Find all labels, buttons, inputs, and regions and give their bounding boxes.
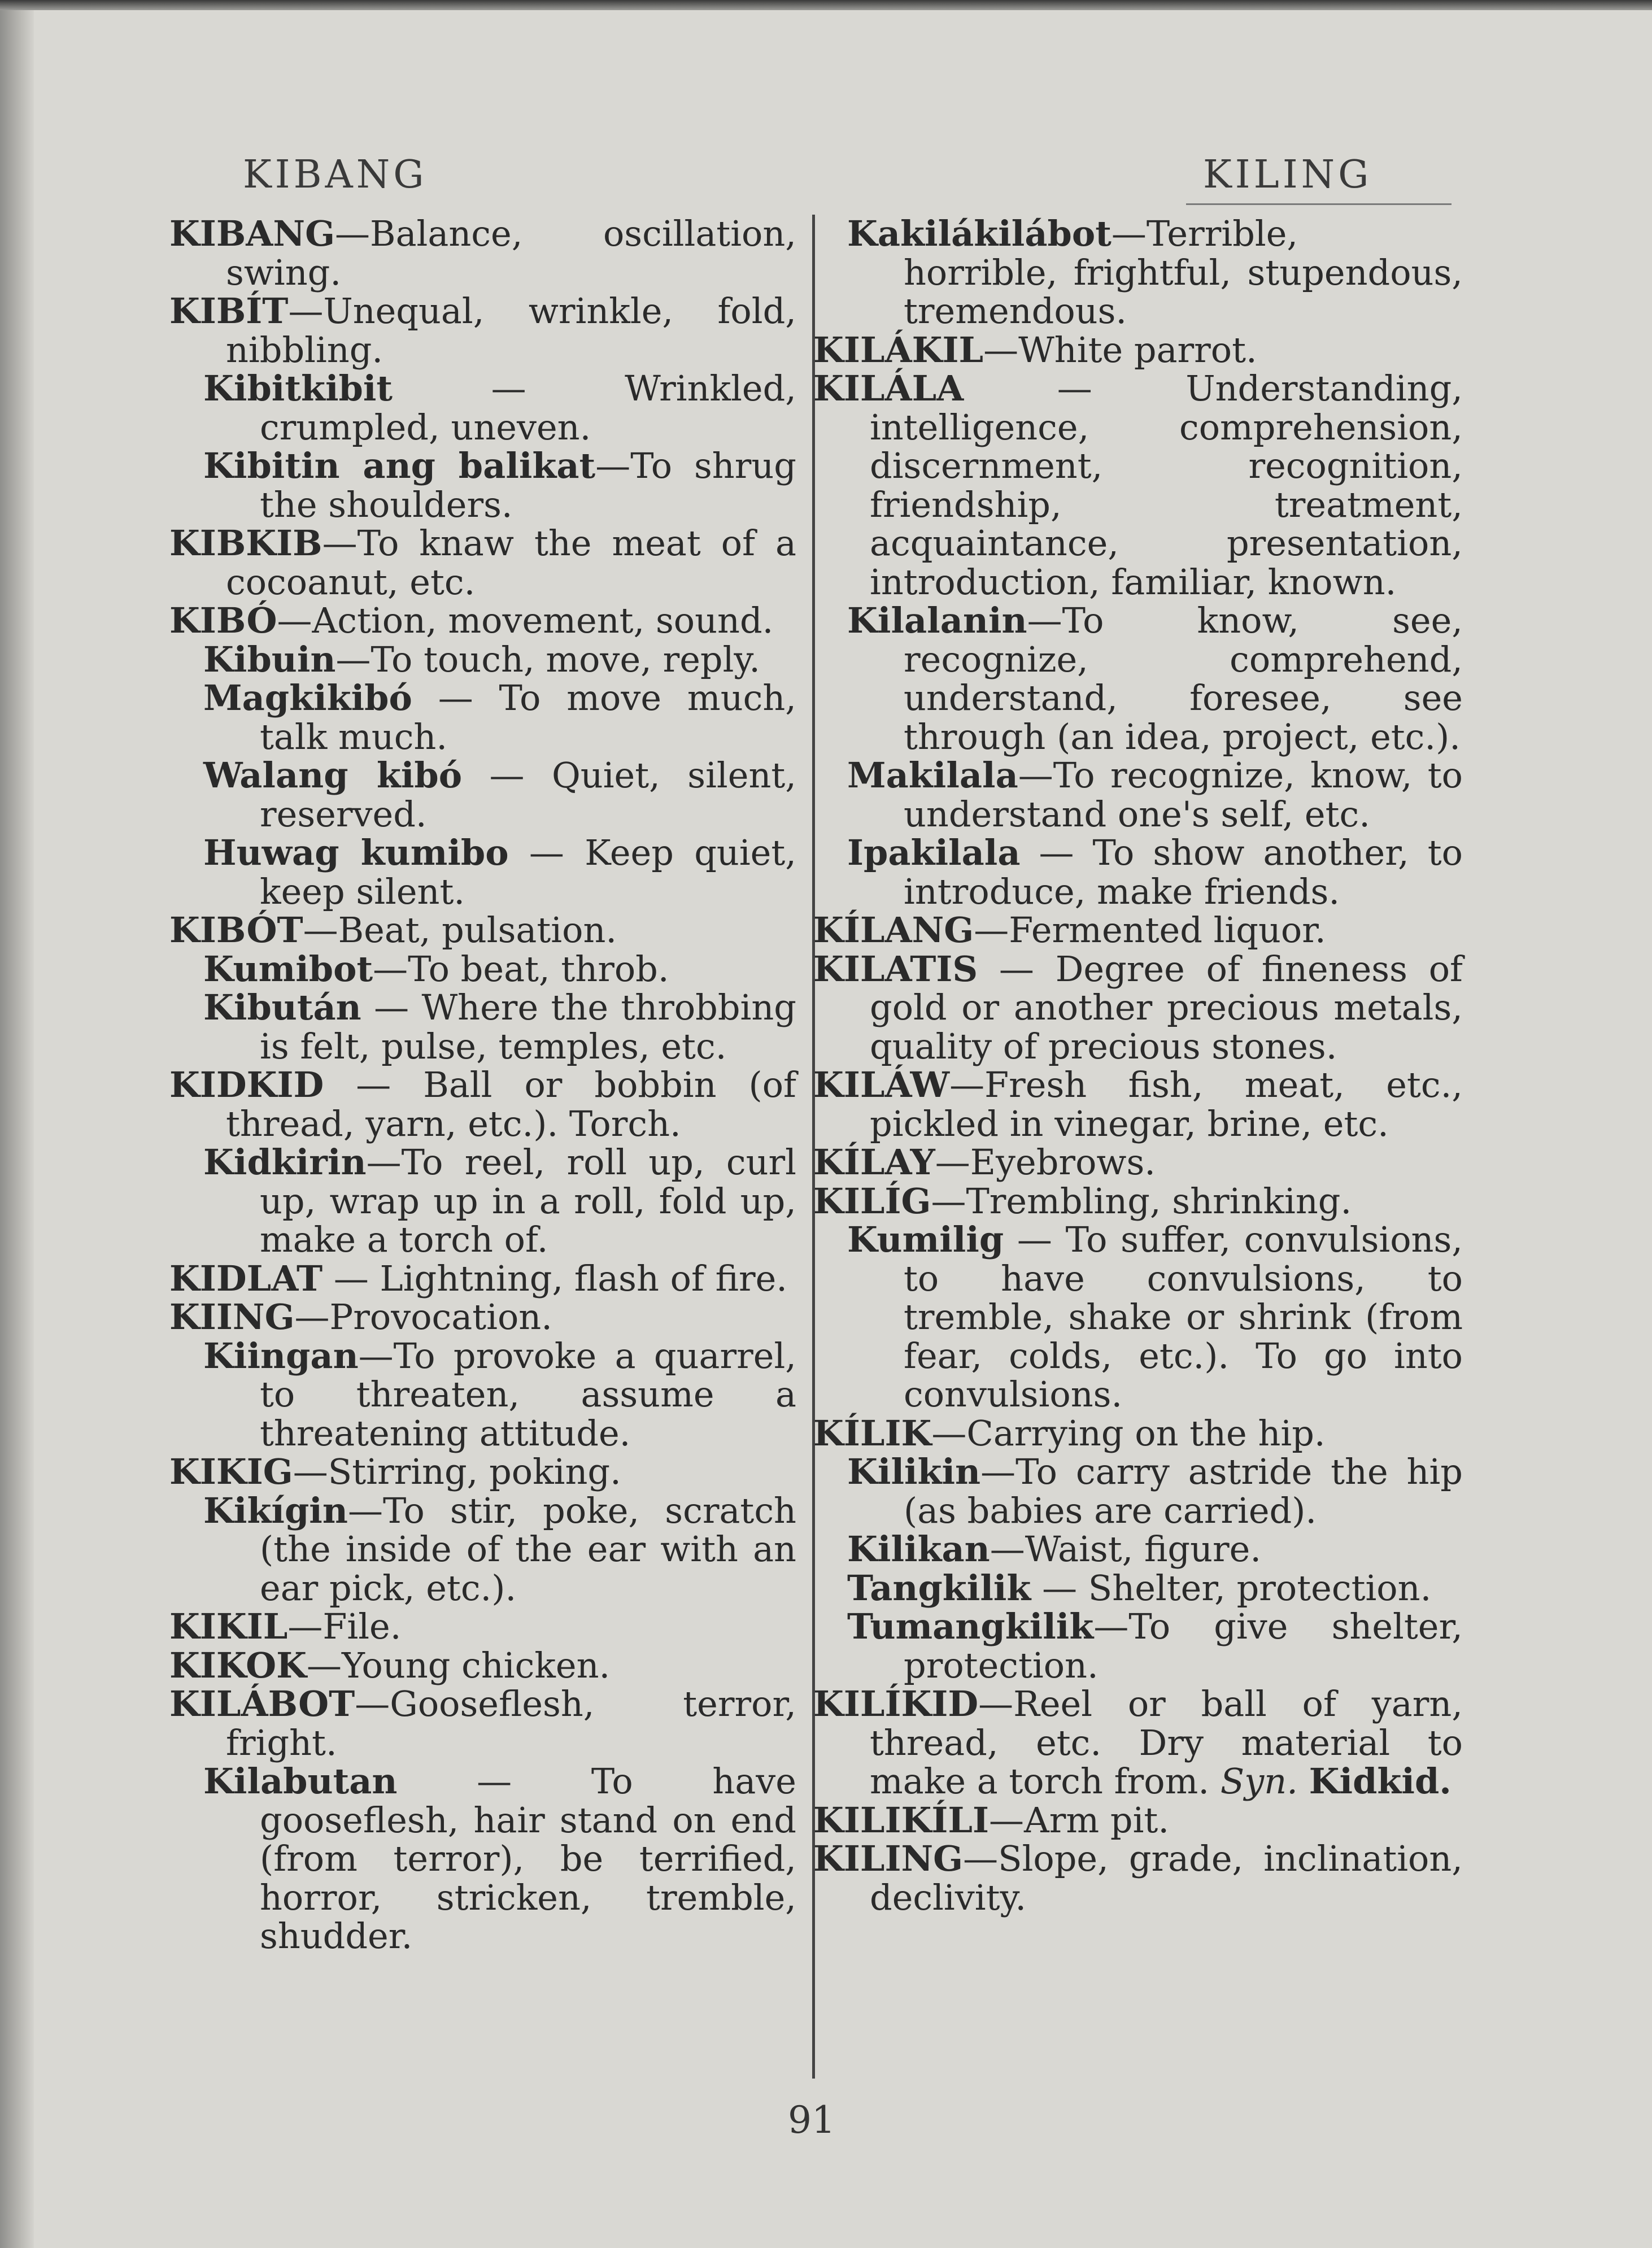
entry-definition: —Beat, pulsation. — [303, 909, 617, 951]
entry-definition: — Wrinkled, crumpled, uneven. — [260, 368, 796, 448]
entry-headword: KIDLAT — [169, 1257, 323, 1299]
entry-headword: KIKIG — [169, 1451, 293, 1492]
entry-headword: Walang kibó — [203, 755, 463, 796]
dictionary-entry — [813, 331, 1463, 370]
dictionary-entry — [169, 602, 796, 641]
dictionary-entry — [169, 1066, 796, 1143]
entry-headword: Kilikan — [847, 1528, 990, 1570]
dictionary-entry — [169, 1453, 796, 1492]
entry-definition: —Slope, grade, inclination, declivity. — [870, 1838, 1463, 1918]
dictionary-entry — [169, 524, 796, 602]
entry-definition: — Quiet, silent, reserved. — [260, 755, 796, 835]
entry-headword: KIKOK — [169, 1644, 307, 1686]
dictionary-entry — [813, 1143, 1463, 1182]
entry-headword: KIKIL — [169, 1606, 288, 1647]
entry-headword: Kibután — [203, 987, 361, 1028]
entry-definition: —To give shelter, protection. — [904, 1606, 1463, 1686]
dictionary-entry — [813, 1182, 1463, 1221]
entry-definition: —Fresh fish, meat, etc., pickled in vinegar, brine, etc. — [870, 1064, 1463, 1144]
entry-definition: —To shrug the shoulders. — [260, 445, 796, 525]
dictionary-entry — [169, 1607, 796, 1646]
sub-entry — [813, 1221, 1463, 1414]
entry-headword: KILÁW — [813, 1064, 950, 1105]
entry-definition: —Eyebrows. — [935, 1142, 1156, 1183]
page-number: 91 — [788, 2098, 835, 2142]
sub-entry — [169, 1762, 796, 1956]
entry-definition: —Stirring, poking. — [293, 1451, 621, 1492]
dictionary-entry — [169, 911, 796, 950]
entry-definition: — Degree of fineness of gold or another precious metals, quality of precious stones. — [870, 948, 1463, 1067]
right-column — [813, 215, 1463, 1917]
entry-headword: KILÍG — [813, 1180, 931, 1222]
entry-headword: KIBÍT — [169, 290, 289, 332]
dictionary-entry — [813, 369, 1463, 602]
dictionary-entry — [813, 1414, 1463, 1453]
sub-entry — [169, 988, 796, 1066]
entry-definition: —Carrying on the hip. — [931, 1412, 1326, 1454]
entry-headword: KILING — [813, 1838, 964, 1879]
entry-definition: —Action, movement, sound. — [277, 600, 774, 641]
entry-headword: Kikígin — [203, 1489, 348, 1531]
running-head-left: KIBANG — [243, 153, 428, 197]
entry-headword: Ipakilala — [847, 832, 1021, 873]
running-head-right: KILING — [1203, 153, 1372, 197]
entry-definition: — Keep quiet, keep silent. — [260, 832, 796, 912]
entry-definition: —Provocation. — [294, 1296, 552, 1338]
entry-definition: —To knaw the meat of a cocoanut, etc. — [226, 522, 796, 603]
entry-headword: KÍLANG — [813, 909, 974, 951]
sub-entry — [813, 1530, 1463, 1569]
entry-definition: —To carry astride the hip (as babies are carried). — [904, 1451, 1463, 1531]
entry-headword: KILÁKIL — [813, 329, 984, 371]
entry-headword: KIBÓT — [169, 909, 303, 951]
entry-headword: KILATIS — [813, 948, 978, 990]
dictionary-entry — [813, 1685, 1463, 1801]
sub-entry — [169, 834, 796, 911]
dictionary-entry — [813, 1801, 1463, 1840]
entry-headword: Tangkilik — [847, 1567, 1031, 1609]
sub-entry — [169, 1337, 796, 1453]
entry-definition: — To move much, talk much. — [260, 677, 796, 757]
dictionary-entry — [169, 292, 796, 369]
entry-headword: Kidkirin — [203, 1142, 367, 1183]
dictionary-entry — [169, 1685, 796, 1762]
entry-headword: Kumilig — [847, 1219, 1004, 1260]
left-column — [169, 215, 796, 1956]
sub-entry — [813, 834, 1463, 911]
entry-definition: —To beat, throb. — [373, 948, 669, 990]
entry-definition: — Understanding, intelligence, comprehension, discernment, recognition, friendship, treatment, acquaintance, presentation, introduction, familiar, known. — [870, 368, 1463, 603]
entry-definition: — Where the throbbing is felt, pulse, temples, etc. — [260, 987, 796, 1067]
sub-entry — [169, 679, 796, 756]
entry-headword: Kibitkibit — [203, 368, 393, 409]
entry-definition: — Ball or bobbin (of thread, yarn, etc.). Torch. — [226, 1064, 796, 1144]
sub-entry — [813, 1607, 1463, 1685]
sub-entry — [813, 602, 1463, 756]
sub-entry — [169, 638, 796, 680]
entry-headword: Kilabutan — [203, 1761, 398, 1802]
entry-headword: KÍLAY — [813, 1142, 935, 1183]
sub-entry — [169, 756, 796, 834]
dictionary-entry — [169, 215, 796, 292]
entry-headword: Kilalanin — [847, 600, 1027, 641]
entry-definition: — To show another, to introduce, make friends. — [904, 832, 1463, 912]
entry-headword: Kiingan — [203, 1335, 359, 1376]
entry-headword: Kibitin ang balikat — [203, 445, 596, 486]
entry-definition: —Fermented liquor. — [974, 909, 1326, 951]
entry-definition: —Young chicken. — [307, 1644, 611, 1686]
entry-definition: —File. — [287, 1606, 402, 1647]
sub-entry — [813, 756, 1463, 834]
entry-headword: KIDKID — [169, 1064, 324, 1105]
entry-headword: Tumangkilik — [847, 1606, 1094, 1647]
entry-definition: —To recognize, know, to understand one's self, etc. — [904, 755, 1463, 835]
entry-definition: —Balance, oscillation, swing. — [226, 213, 796, 293]
entry-headword: Kibuin — [203, 638, 336, 680]
entry-definition: —Gooseflesh, terror, fright. — [226, 1683, 796, 1763]
entry-definition: —Reel or ball of yarn, thread, etc. Dry material to make a torch from. — [870, 1683, 1463, 1802]
entry-headword: Kakilákilábot — [847, 213, 1111, 254]
sub-entry — [169, 369, 796, 447]
entry-headword: Kilikin — [847, 1451, 981, 1492]
entry-definition: —To reel, roll up, curl up, wrap up in a roll, fold up, make a torch of. — [260, 1142, 796, 1260]
entry-definition: —To touch, move, reply. — [335, 638, 760, 680]
entry-headword: Huwag kumibo — [203, 832, 509, 873]
entry-definition: —Unequal, wrinkle, fold, nibbling. — [226, 290, 796, 371]
sub-entry — [169, 1489, 796, 1609]
entry-definition: —Terrible, horrible, frightful, stupendous, tremendous. — [904, 213, 1463, 332]
entry-headword: Magkikibó — [203, 677, 412, 718]
dictionary-entry — [169, 1298, 796, 1337]
entry-headword: KÍLIK — [813, 1412, 932, 1454]
entry-definition: — To have gooseflesh, hair stand on end (from terror), be terrified, horror, stricken, tremble, shudder. — [260, 1761, 796, 1957]
entry-headword: KIBANG — [169, 213, 335, 254]
entry-definition: —Waist, figure. — [990, 1528, 1262, 1570]
entry-headword: KILÁBOT — [169, 1683, 355, 1724]
synonym-word: Kidkid. — [1309, 1761, 1452, 1802]
dictionary-entry — [813, 1840, 1463, 1917]
entry-definition: —To stir, poke, scratch (the inside of the ear with an ear pick, etc.). — [260, 1489, 796, 1609]
entry-headword: KIBKIB — [169, 522, 322, 564]
sub-entry — [813, 1569, 1463, 1608]
sub-entry — [169, 1143, 796, 1260]
dictionary-entry — [813, 950, 1463, 1066]
entry-definition: — Shelter, protection. — [1031, 1567, 1432, 1609]
dictionary-entry — [813, 911, 1463, 950]
entry-definition: — Lightning, flash of fire. — [322, 1257, 788, 1299]
entry-definition: —Trembling, shrinking. — [931, 1180, 1352, 1222]
dictionary-entry — [169, 1257, 796, 1299]
synonym-label: Syn. — [1220, 1761, 1298, 1802]
entry-headword: KIING — [169, 1296, 295, 1338]
entry-headword: Kumibot — [203, 948, 373, 990]
entry-definition: —White parrot. — [983, 329, 1257, 371]
dictionary-entry — [169, 1646, 796, 1685]
dictionary-entry — [813, 1066, 1463, 1143]
entry-definition: — To suffer, convulsions, to have convulsions, to tremble, shake or shrink (from fear, colds, etc.). To go into convulsions. — [904, 1219, 1463, 1415]
entry-headword: KIBÓ — [169, 600, 277, 641]
sub-entry — [813, 215, 1463, 331]
entry-headword: KILÍKID — [813, 1683, 979, 1724]
entry-headword: KILÁLA — [813, 368, 964, 409]
header-rule — [1186, 203, 1452, 205]
sub-entry — [813, 1453, 1463, 1530]
entry-headword: Makilala — [847, 755, 1018, 796]
entry-definition: —To provoke a quarrel, to threaten, assume a threatening attitude. — [260, 1335, 796, 1454]
entry-definition: —To know, see, recognize, comprehend, understand, foresee, see through (an idea, project, etc.). — [904, 600, 1463, 757]
entry-definition: —Arm pit. — [988, 1799, 1170, 1841]
sub-entry — [169, 447, 796, 524]
entry-headword: KILIKÍLI — [813, 1799, 989, 1841]
sub-entry — [169, 950, 796, 989]
